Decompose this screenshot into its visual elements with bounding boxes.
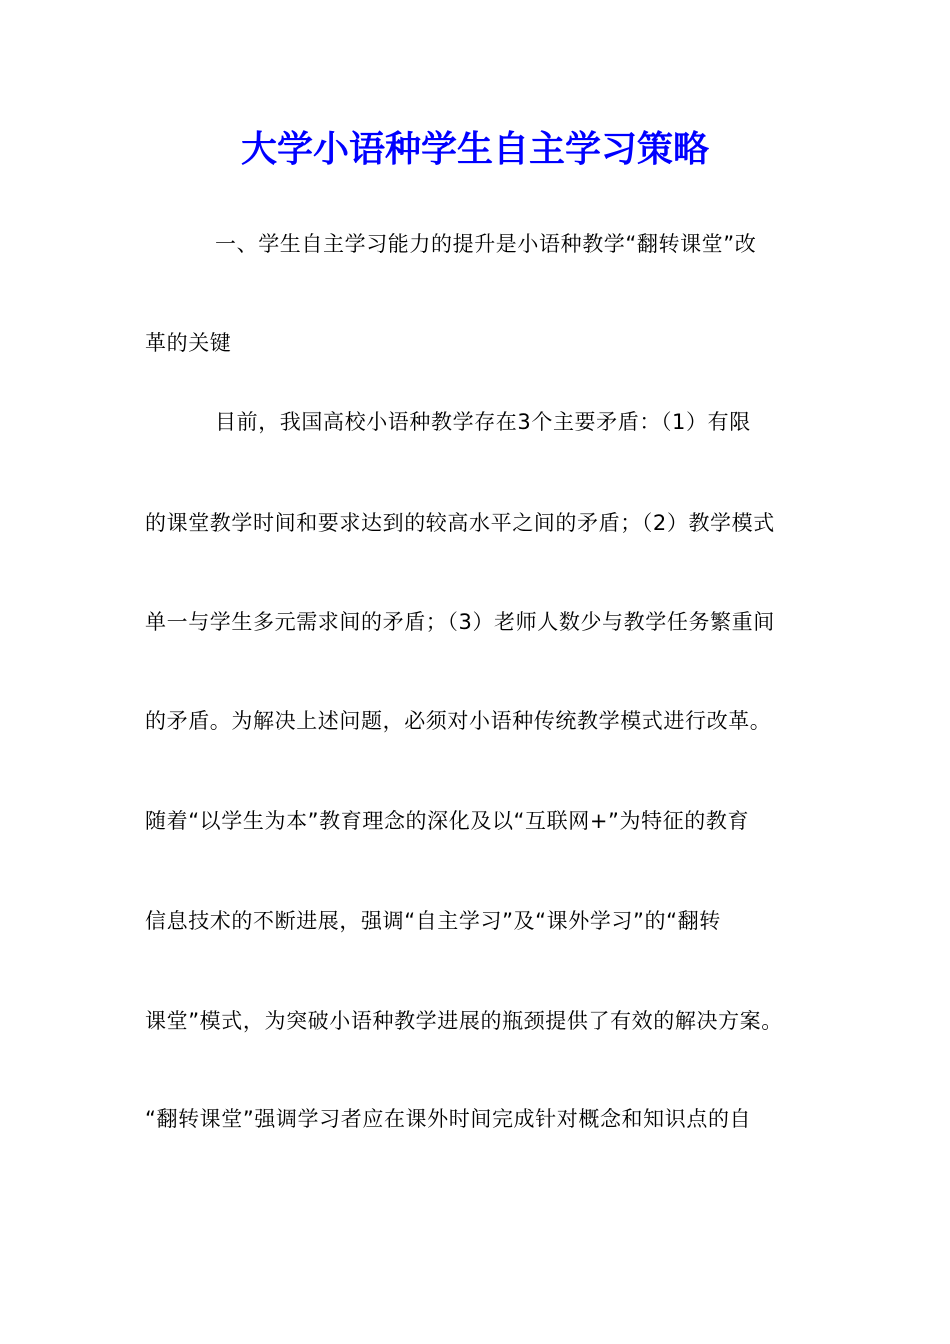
paragraph-line: 随着“以学生为本”教育理念的深化及以“互联网+”为特征的教育: [145, 809, 750, 833]
section-heading-line-2: 革的关键: [145, 331, 232, 355]
paragraph-line: “翻转课堂”强调学习者应在课外时间完成针对概念和知识点的自: [145, 1107, 752, 1131]
paragraph-line: 课堂”模式，为突破小语种教学进展的瓶颈提供了有效的解决方案。: [145, 1009, 783, 1033]
paragraph-line: 单一与学生多元需求间的矛盾；（3）老师人数少与教学任务繁重间: [145, 610, 775, 634]
document-title: 大学小语种学生自主学习策略: [240, 129, 709, 170]
paragraph-line: 信息技术的不断进展，强调“自主学习”及“课外学习”的“翻转: [145, 909, 721, 933]
paragraph-line: 的课堂教学时间和要求达到的较高水平之间的矛盾；（2）教学模式: [145, 511, 775, 535]
paragraph-line: 目前，我国高校小语种教学存在3个主要矛盾：（1）有限: [215, 410, 751, 434]
paragraph-line: 的矛盾。为解决上述问题，必须对小语种传统教学模式进行改革。: [145, 709, 772, 733]
section-heading-line-1: 一、学生自主学习能力的提升是小语种教学“翻转课堂”改: [215, 232, 757, 256]
